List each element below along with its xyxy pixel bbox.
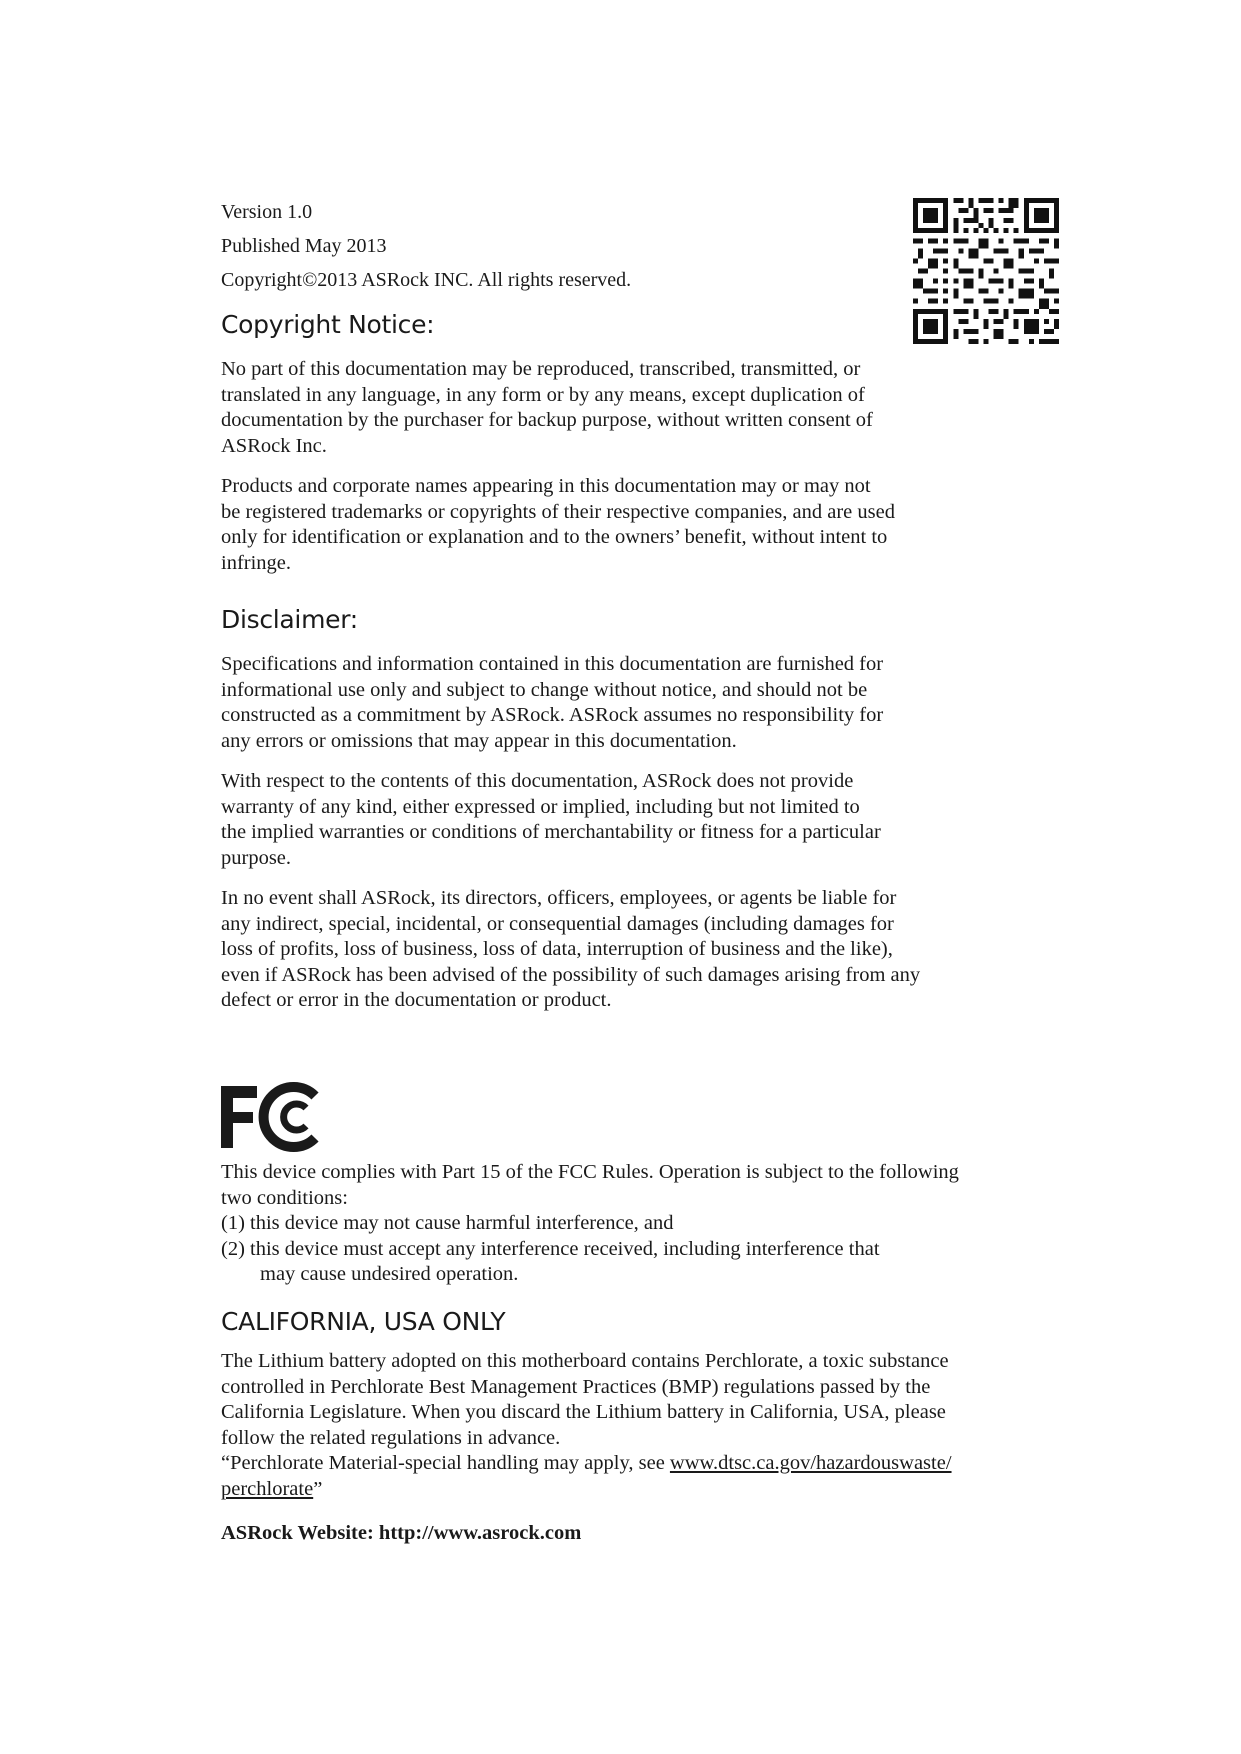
fcc-condition-2: (2) this device must accept any interference received, including interference that — [221, 1237, 880, 1260]
copyright-notice-paragraph-1: No part of this documentation may be reproduced, transcribed, transmitted, or translated in any language, in any form or by any means, except duplication of documentation by the purchaser for backup purpose, without written consent of ASRock Inc. — [221, 358, 873, 457]
dtsc-link-part-1[interactable]: www.dtsc.ca.gov/hazardouswaste/ — [669, 1452, 952, 1474]
fcc-intro-line-2: two conditions: — [221, 1186, 348, 1209]
document-meta — [221, 195, 631, 297]
fcc-conditions-list — [221, 1211, 1051, 1288]
perchlorate-quote-suffix: ” — [313, 1477, 323, 1500]
perchlorate-quote-line-2 — [221, 1477, 1051, 1503]
published-date: Published May 2013 — [221, 235, 387, 257]
disclaimer-paragraph-1: Specifications and information contained in this documentation are furnished for informational use only and subject to change without notice, and should not be constructed as a commitment by ASRock. ASRock assumes no responsibility for any errors or omissions that may appear in this documentation. — [221, 653, 884, 752]
perchlorate-quote-prefix: “Perchlorate Material-special handling may apply, see — [221, 1452, 670, 1474]
copyright-notice-paragraph-2: Products and corporate names appearing in this documentation may or may not be registered trademarks or copyrights of their respective companies, and are used only for identification or explanation and to the owners’ benefit, without intent to infringe. — [221, 475, 895, 574]
disclaimer-paragraph-2: With respect to the contents of this documentation, ASRock does not provide warranty of any kind, either expressed or implied, including but not limited to the implied warranties or conditions of merchantability or fitness for a particular purpose. — [221, 770, 881, 869]
california-line-2: controlled in Perchlorate Best Management Practices (BMP) regulations passed by the — [221, 1375, 931, 1398]
asrock-website-line: ASRock Website: http://www.asrock.com — [221, 1522, 582, 1544]
perchlorate-quote-line — [221, 1451, 1051, 1477]
california-line-3: California Legislature. When you discard the Lithium battery in California, USA, please — [221, 1401, 946, 1423]
fcc-condition-1: (1) this device may not cause harmful interference, and — [221, 1212, 674, 1234]
version-text: Version 1.0 — [221, 201, 313, 223]
disclaimer-paragraph-3: In no event shall ASRock, its directors, officers, employees, or agents be liable for any indirect, special, incidental, or consequential damages (including damages for loss of profits, loss of business, loss of data, interruption of business and the like), even if ASRock has been advised of the possibility of such damages arising from any defect or error in the documentation or product. — [221, 887, 921, 1011]
dtsc-link-part-2[interactable]: perchlorate — [221, 1477, 314, 1500]
copyright-line: Copyright©2013 ASRock INC. All rights reserved. — [221, 269, 632, 291]
california-line-4: follow the related regulations in advance. — [221, 1426, 561, 1449]
fcc-statement — [221, 1160, 1051, 1288]
fcc-condition-2-continued: may cause undesired operation. — [260, 1263, 519, 1285]
california-notice — [221, 1349, 1051, 1502]
fcc-intro-line-1: This device complies with Part 15 of the FCC Rules. Operation is subject to the following — [221, 1161, 959, 1183]
copyright-notice-heading: Copyright Notice: — [221, 310, 435, 339]
california-heading: CALIFORNIA, USA ONLY — [221, 1307, 506, 1336]
disclaimer-heading: Disclaimer: — [221, 605, 358, 634]
fcc-logo-icon — [219, 1082, 319, 1152]
qr-code-icon — [913, 198, 1059, 344]
california-line-1: The Lithium battery adopted on this motherboard contains Perchlorate, a toxic substance — [221, 1350, 949, 1372]
